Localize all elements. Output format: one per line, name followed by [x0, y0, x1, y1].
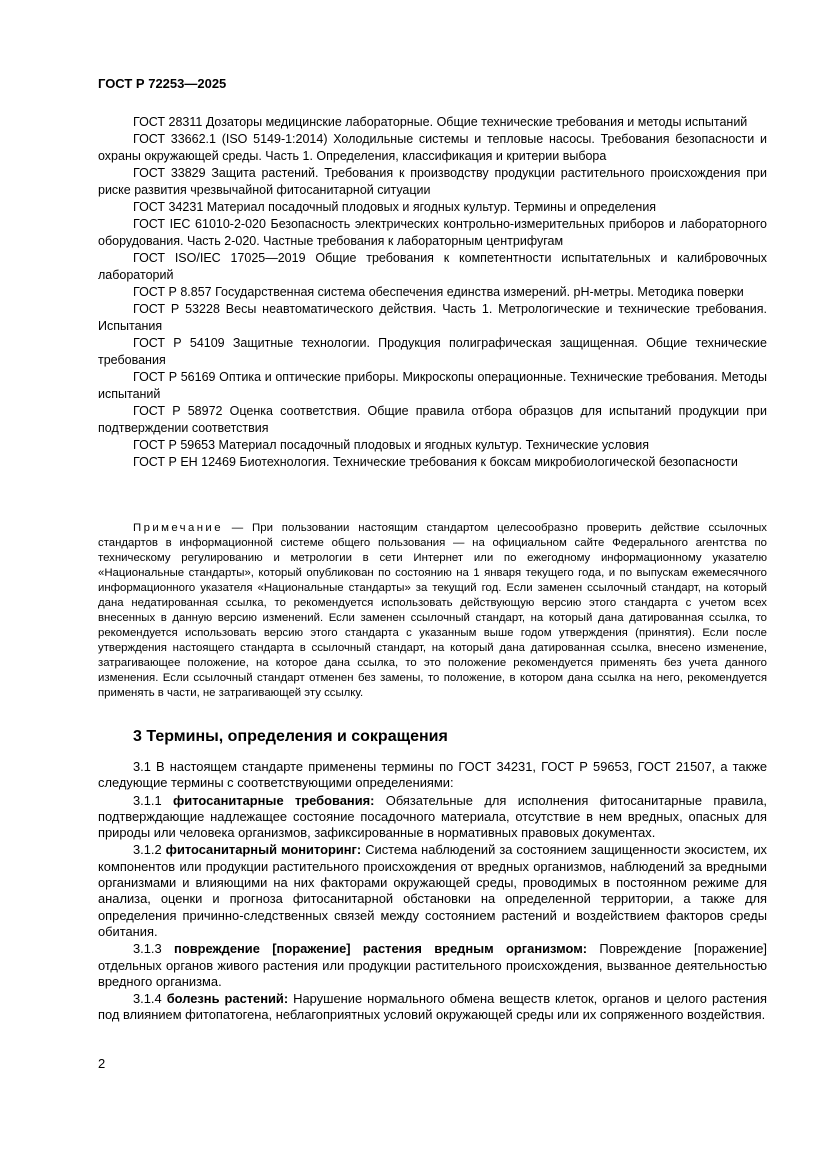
reference-item: ГОСТ 33662.1 (ISO 5149-1:2014) Холодильные системы и тепловые насосы. Требования безопасности и охраны окружающей среды. Часть 1. Определения, классификация и критерии выбора: [98, 132, 767, 163]
reference-item: ГОСТ Р ЕН 12469 Биотехнология. Технические требования к боксам микробиологической безопасности: [133, 455, 738, 469]
page-number: 2: [98, 1056, 106, 1071]
reference-item: ГОСТ 34231 Материал посадочный плодовых и ягодных культур. Термины и определения: [133, 200, 657, 214]
document-header-code: ГОСТ Р 72253—2025: [98, 76, 227, 91]
term-definition: [98, 842, 767, 940]
section-heading: 3 Термины, определения и сокращения: [133, 728, 448, 745]
term-name: фитосанитарный мониторинг:: [165, 842, 362, 858]
section-body: [98, 759, 767, 1025]
reference-item: ГОСТ Р 58972 Оценка соответствия. Общие правила отбора образцов для испытаний продукции при подтверждении соответствия: [98, 404, 767, 435]
term-number: 3.1.1: [133, 792, 174, 808]
term-text: Обязательные для исполнения фитосанитарные правила, подтверждающие надлежащее состояние посадочного материала, отсутствие в нем вредных, опасных для природы или человека организмов, зафиксированные в нормативных правовых документах.: [98, 792, 767, 841]
term-name: болезнь растений:: [166, 991, 289, 1007]
term-definition: [98, 991, 767, 1024]
term-text: Система наблюдений за состоянием защищенности экосистем, их компонентов или продукции растительного происхождения от вредных организмов, наблюдений за вредными организмами и влияющими на них факторами окружающей среды, проводимых в постоянном режиме для анализа, оценки и прогноза фитосанитарной обстановки на определенной территории, а также для определения причинно-следственных связей между состоянием растений и воздействием факторов среды обитания.: [98, 842, 767, 939]
term-definition: [98, 793, 767, 842]
reference-item: ГОСТ IEC 61010-2-020 Безопасность электрических контрольно-измерительных приборов и лабораторного оборудования. Часть 2-020. Частные требования к лабораторным центрифугам: [98, 217, 767, 248]
term-definition: [98, 941, 767, 990]
term-name: фитосанитарные требования:: [173, 792, 375, 808]
reference-item: ГОСТ 28311 Дозаторы медицинские лабораторные. Общие технические требования и методы испытаний: [133, 115, 748, 129]
reference-item: ГОСТ Р 54109 Защитные технологии. Продукция полиграфическая защищенная. Общие технические требования: [98, 336, 767, 367]
term-name: повреждение [поражение] растения вредным организмом:: [174, 941, 588, 957]
reference-item: ГОСТ Р 59653 Материал посадочный плодовых и ягодных культур. Технические условия: [133, 438, 650, 452]
term-number: 3.1.2: [133, 842, 166, 858]
reference-item: ГОСТ Р 53228 Весы неавтоматического действия. Часть 1. Метрологические и технические требования. Испытания: [98, 302, 767, 333]
normative-references-list: [98, 114, 767, 471]
note-label: Примечание: [133, 522, 223, 534]
term-number: 3.1.3: [133, 941, 175, 957]
reference-item: ГОСТ ISO/IEC 17025—2019 Общие требования к компетентности испытательных и калибровочных лабораторий: [98, 251, 767, 282]
term-text: Повреждение [поражение] отдельных органов живого растения или продукции растительного происхождения, вызванное деятельностью вредного организма.: [98, 941, 767, 989]
reference-item: ГОСТ Р 8.857 Государственная система обеспечения единства измерений. pH-метры. Методика поверки: [133, 285, 744, 299]
note-text: — При пользовании настоящим стандартом целесообразно проверить действие ссылочных стандартов в информационной системе общего пользования — на официальном сайте Федерального агентства по техническому регулированию и метрологии в сети Интернет или по ежегодному информационному указателю «Национальные стандарты», который опубликован по состоянию на 1 января текущего года, и по выпускам ежемесячного информационного указателя «Национальные стандарты» за текущий год. Если заменен ссылочный стандарт, на который дана недатированная ссылка, то рекомендуется использовать действующую версию этого стандарта с учетом всех внесенных в данную версию изменений. Если заменен ссылочный стандарт, на который дана датированная ссылка, то рекомендуется использовать версию этого стандарта с указанным выше годом утверждения (принятия). Если после утверждения настоящего стандарта в ссылочный стандарт, на который дана датированная ссылка, внесено изменение, затрагивающее положение, на которое дана ссылка, то это положение рекомендуется применять без учета данного изменения. Если ссылочный стандарт отменен без замены, то положение, в котором дана ссылка на него, рекомендуется применять в части, не затрагивающей эту ссылку.: [98, 522, 767, 699]
term-text: Нарушение нормального обмена веществ клеток, органов и целого растения под влиянием фитопатогена, неблагоприятных условий окружающей среды или их сопряженного воздействия.: [98, 991, 767, 1023]
section-intro: 3.1 В настоящем стандарте применены термины по ГОСТ 34231, ГОСТ Р 59653, ГОСТ 21507, а также следующие термины с соответствующими определениями:: [98, 759, 767, 791]
term-number: 3.1.4: [133, 991, 167, 1007]
reference-item: ГОСТ 33829 Защита растений. Требования к производству продукции растительного происхождения при риске развития чрезвычайной фитосанитарной ситуации: [98, 166, 767, 197]
reference-item: ГОСТ Р 56169 Оптика и оптические приборы. Микроскопы операционные. Технические требования. Методы испытаний: [98, 370, 767, 401]
note-block: [98, 521, 767, 701]
